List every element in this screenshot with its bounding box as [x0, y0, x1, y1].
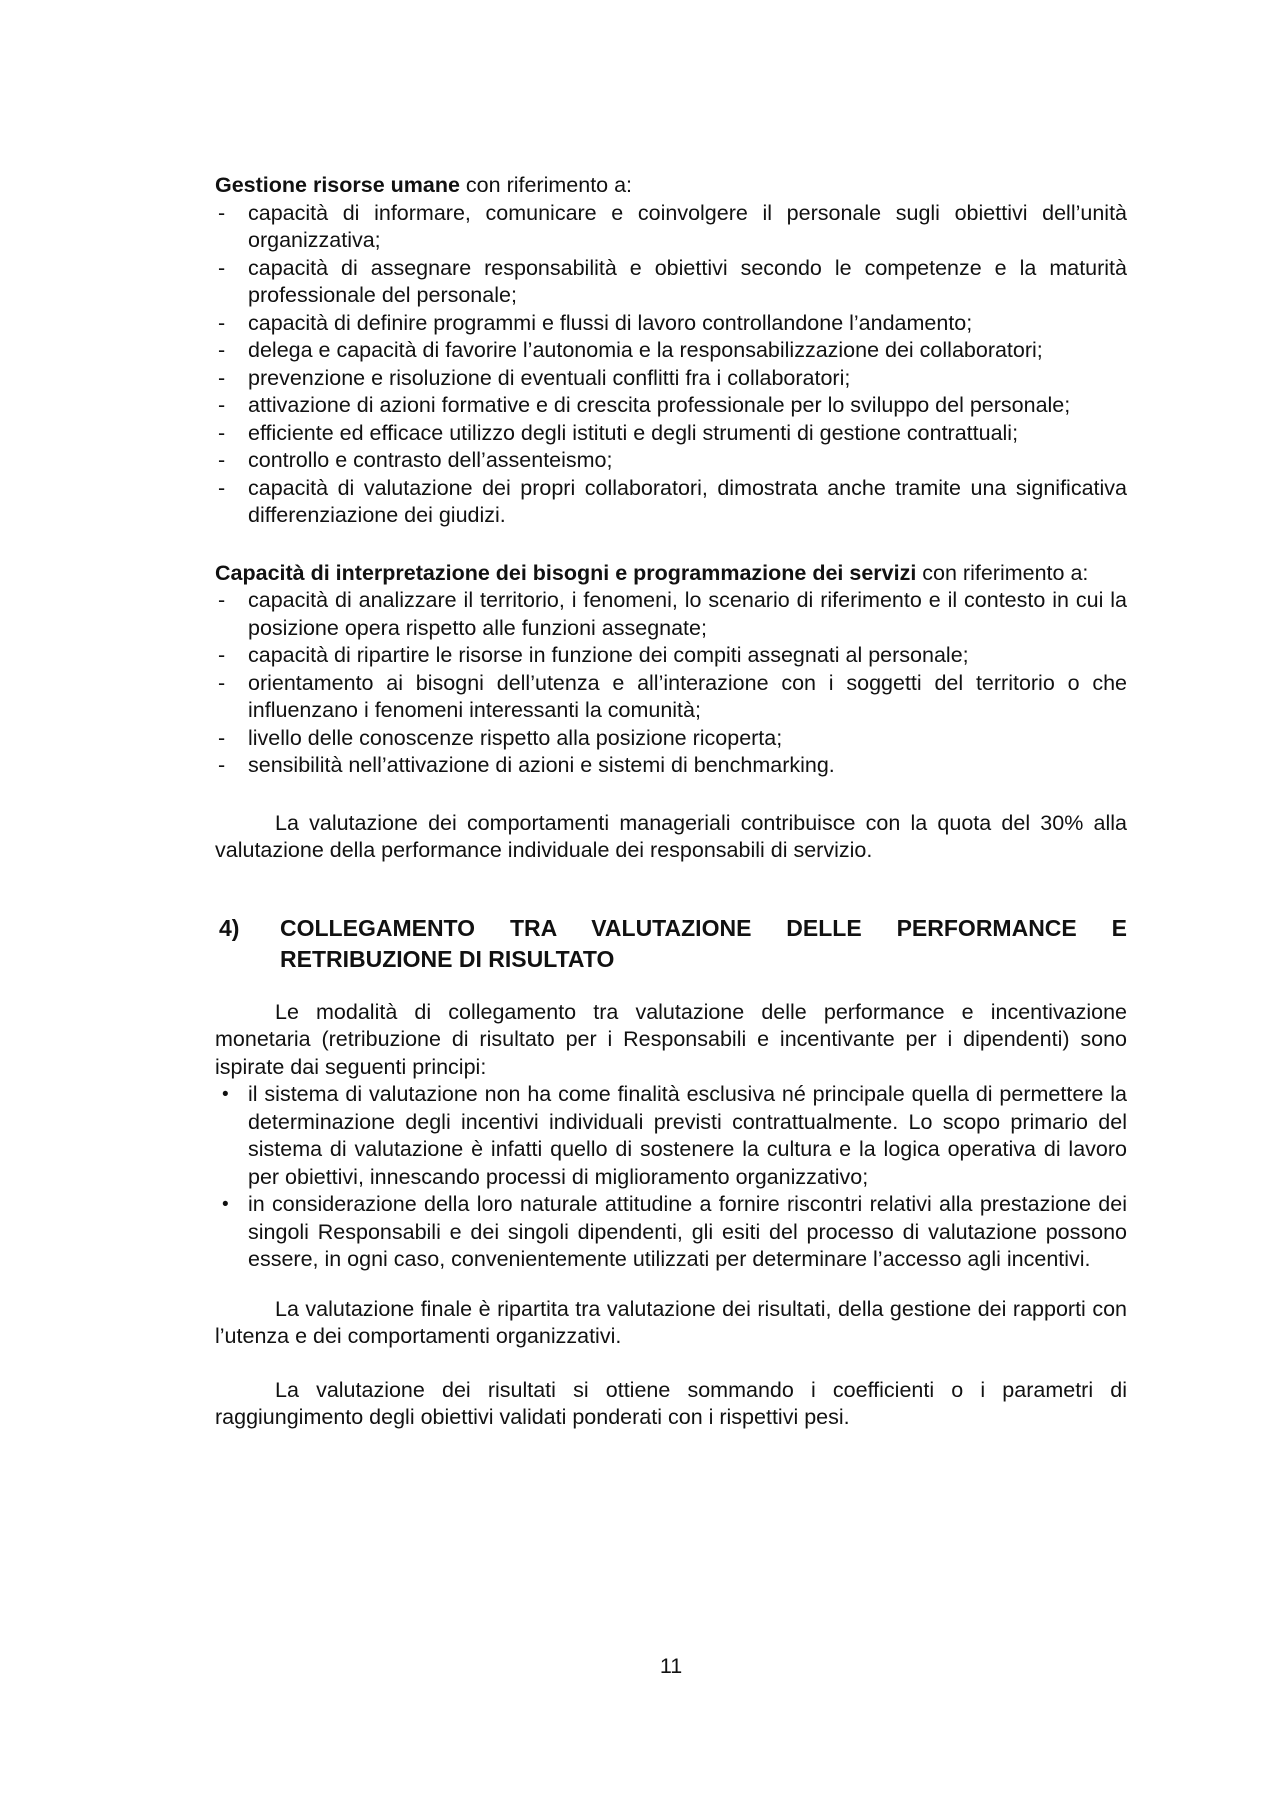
list-item: [215, 365, 1127, 393]
section-4-title-line1: COLLEGAMENTO TRA VALUTAZIONE DELLE PERFORMANCE E: [280, 914, 1127, 941]
list-item: [215, 1191, 1127, 1274]
dash-marker: -: [218, 420, 226, 445]
bullet-marker: •: [222, 1194, 229, 1215]
dash-marker: -: [218, 255, 226, 280]
list-item: [215, 1081, 1127, 1191]
dash-marker: -: [218, 588, 226, 612]
heading-capacita-interpretazione: [215, 560, 1127, 588]
heading-capacita-rest: con riferimento a:: [916, 560, 1089, 585]
gestione-list: [215, 200, 1127, 530]
section-4-intro-paragraph: Le modalità di collegamento tra valutazione delle performance e incentivazione monetaria (retribuzione di risultato per i Responsabili e incentivante per i dipendenti) sono ispirate dai seguenti principi:: [215, 999, 1127, 1079]
list-item-text: attivazione di azioni formative e di crescita professionale per lo sviluppo del personale;: [248, 393, 1071, 417]
section-4-heading: [215, 913, 1127, 975]
dash-marker: -: [218, 475, 226, 500]
dash-marker: -: [218, 338, 226, 362]
capacita-list: [215, 587, 1127, 780]
list-item: [215, 337, 1127, 365]
list-item-text: controllo e contrasto dell’assenteismo;: [248, 448, 613, 472]
list-item: [215, 200, 1127, 255]
page-number: 11: [659, 1654, 683, 1678]
list-item-text: capacità di informare, comunicare e coinvolgere il personale sugli obiettivi dell’unità organizzativa;: [248, 200, 1127, 252]
section-4-bullet-list: [215, 1081, 1127, 1274]
list-item-text: il sistema di valutazione non ha come finalità esclusiva né principale quella di permettere la determinazione degli incentivi individuali previsti contrattualmente. Lo scopo primario del sistema di valutazione è infatti quello di sostenere la cultura e la logica operativa di lavoro per obiettivi, innescando processi di miglioramento organizzativo;: [248, 1082, 1127, 1189]
dash-marker: -: [218, 365, 226, 390]
dash-marker: -: [218, 643, 226, 667]
list-item-text: sensibilità nell’attivazione di azioni e sistemi di benchmarking.: [248, 753, 835, 777]
dash-marker: -: [218, 753, 226, 777]
list-item: [215, 447, 1127, 475]
list-item-text: livello delle conoscenze rispetto alla posizione ricoperta;: [248, 725, 783, 750]
list-item: [215, 420, 1127, 448]
list-item-text: capacità di analizzare il territorio, i fenomeni, lo scenario di riferimento e il contesto in cui la posizione opera rispetto alle funzioni assegnate;: [248, 588, 1127, 640]
heading-gestione-risorse-umane: [215, 172, 1127, 200]
list-item-text: capacità di definire programmi e flussi di lavoro controllandone l’andamento;: [248, 310, 973, 335]
list-item-text: capacità di valutazione dei propri collaboratori, dimostrata anche tramite una significativa differenziazione dei giudizi.: [248, 475, 1127, 527]
dash-marker: -: [218, 310, 226, 335]
list-item-text: delega e capacità di favorire l’autonomia e la responsabilizzazione dei collaboratori;: [248, 338, 1043, 362]
heading-gestione-rest: con riferimento a:: [459, 173, 633, 197]
list-item-text: in considerazione della loro naturale attitudine a fornire riscontri relativi alla prestazione dei singoli Responsabili e dei singoli dipendenti, gli esiti del processo di valutazione possono essere, in ogni caso, convenientemente utilizzati per determinare l’accesso agli incentivi.: [248, 1192, 1127, 1271]
list-item: [215, 725, 1127, 753]
list-item: [215, 587, 1127, 642]
heading-capacita-bold: Capacità di interpretazione dei bisogni e programmazione dei servizi: [215, 560, 917, 585]
list-item-text: efficiente ed efficace utilizzo degli istituti e degli strumenti di gestione contrattuali;: [248, 420, 1019, 445]
heading-gestione-bold: Gestione risorse umane: [215, 173, 460, 197]
dash-marker: -: [218, 670, 226, 695]
list-item: [215, 670, 1127, 725]
list-item: [215, 392, 1127, 420]
list-item-text: prevenzione e risoluzione di eventuali conflitti fra i collaboratori;: [248, 365, 851, 390]
list-item-text: orientamento ai bisogni dell’utenza e all’interazione con i soggetti del territorio o che influenzano i fenomeni interessanti la comunità;: [248, 670, 1127, 722]
list-item: [215, 642, 1127, 670]
list-item-text: capacità di assegnare responsabilità e obiettivi secondo le competenze e la maturità professionale del personale;: [248, 255, 1127, 307]
dash-marker: -: [218, 725, 226, 750]
paragraph-valutazione-risultati: La valutazione dei risultati si ottiene sommando i coefficienti o i parametri di raggiungimento degli obiettivi validati ponderati con i rispettivi pesi.: [215, 1377, 1127, 1429]
section-4-number: 4): [219, 914, 240, 941]
document-page: [215, 172, 1127, 1432]
list-item: [215, 255, 1127, 310]
list-item: [215, 752, 1127, 780]
bullet-marker: •: [222, 1084, 229, 1105]
list-item: [215, 475, 1127, 530]
list-item: [215, 310, 1127, 338]
dash-marker: -: [218, 393, 226, 417]
section-4-title-line2: RETRIBUZIONE DI RISULTATO: [280, 945, 615, 972]
paragraph-quota-30: La valutazione dei comportamenti manageriali contribuisce con la quota del 30% alla valutazione della performance individuale dei responsabili di servizio.: [215, 810, 1127, 862]
paragraph-valutazione-finale: La valutazione finale è ripartita tra valutazione dei risultati, della gestione dei rapporti con l’utenza e dei comportamenti organizzativi.: [215, 1296, 1127, 1348]
list-item-text: capacità di ripartire le risorse in funzione dei compiti assegnati al personale;: [248, 643, 969, 667]
dash-marker: -: [218, 200, 226, 225]
dash-marker: -: [218, 448, 226, 472]
